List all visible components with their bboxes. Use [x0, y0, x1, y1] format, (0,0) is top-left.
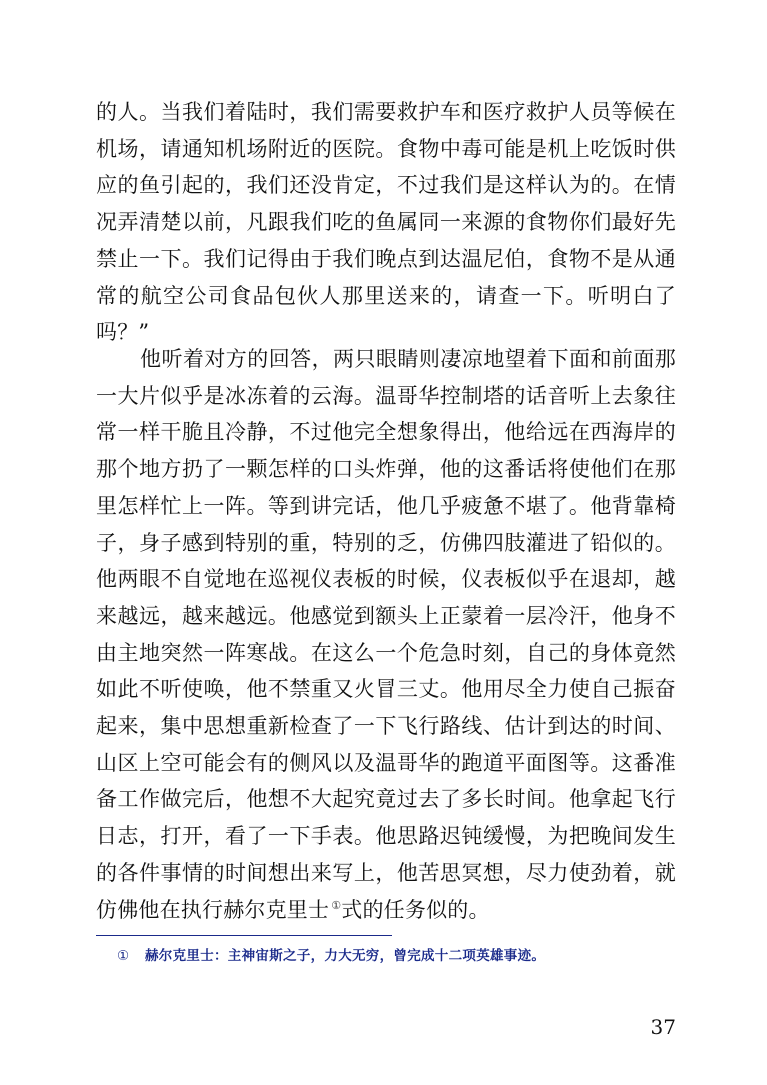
- body-paragraph-1: 的人。当我们着陆时，我们需要救护车和医疗救护人员等候在机场，请通知机场附近的医院。食物中毒可能是机上吃饭时供应的鱼引起的，我们还没肯定，不过我们是这样认为的。在情况弄清楚以前，凡跟我们吃的鱼属同一来源的食物你们最好先禁止一下。我们记得由于我们晚点到达温尼伯，食物不是从通常的航空公司食品包伙人那里送来的，请查一下。听明白了吗？”: [96, 100, 676, 345]
- body-paragraph-2: [96, 341, 676, 928]
- footnote: [117, 946, 677, 966]
- page-number: 37: [650, 1015, 676, 1039]
- footnote-number: ①: [117, 948, 130, 964]
- paragraph-2-text-after-note: 式的任务似的。: [341, 897, 490, 922]
- paragraph-2-text-before-note: 他听着对方的回答，两只眼睛则凄凉地望着下面和前面那一大片似乎是冰冻着的云海。温哥华控制塔的话音听上去象往常一样干脆且冷静，不过他完全想象得出，他给远在西海岸的那个地方扔了一颗怎样的口头炸弹，他的这番话将使他们在那里怎样忙上一阵。等到讲完话，他几乎疲惫不堪了。他背靠椅子，身子感到特别的重，特别的乏，仿佛四肢灌进了铅似的。他两眼不自觉地在巡视仪表板的时候，仪表板似乎在退却，越来越远，越来越远。他感觉到额头上正蒙着一层冷汗，他身不由主地突然一阵寒战。在这么一个危急时刻，自己的身体竟然如此不听使唤，他不禁重又火冒三丈。他用尽全力使自己振奋起来，集中思想重新检查了一下飞行路线、估计到达的时间、山区上空可能会有的侧风以及温哥华的跑道平面图等。这番准备工作做完后，他想不大起究竟过去了多长时间。他拿起飞行日志，打开，看了一下手表。他思路迟钝缓慢，为把晚间发生的各件事情的时间想出来写上，他苦思冥想，尽力使劲着，就仿佛他在执行赫尔克里士: [96, 347, 676, 922]
- footnote-reference-marker: ①: [331, 898, 342, 912]
- footnote-divider: [96, 935, 392, 936]
- footnote-text: 赫尔克里士：主神宙斯之子，力大无穷，曾完成十二项英雄事迹。: [145, 948, 546, 964]
